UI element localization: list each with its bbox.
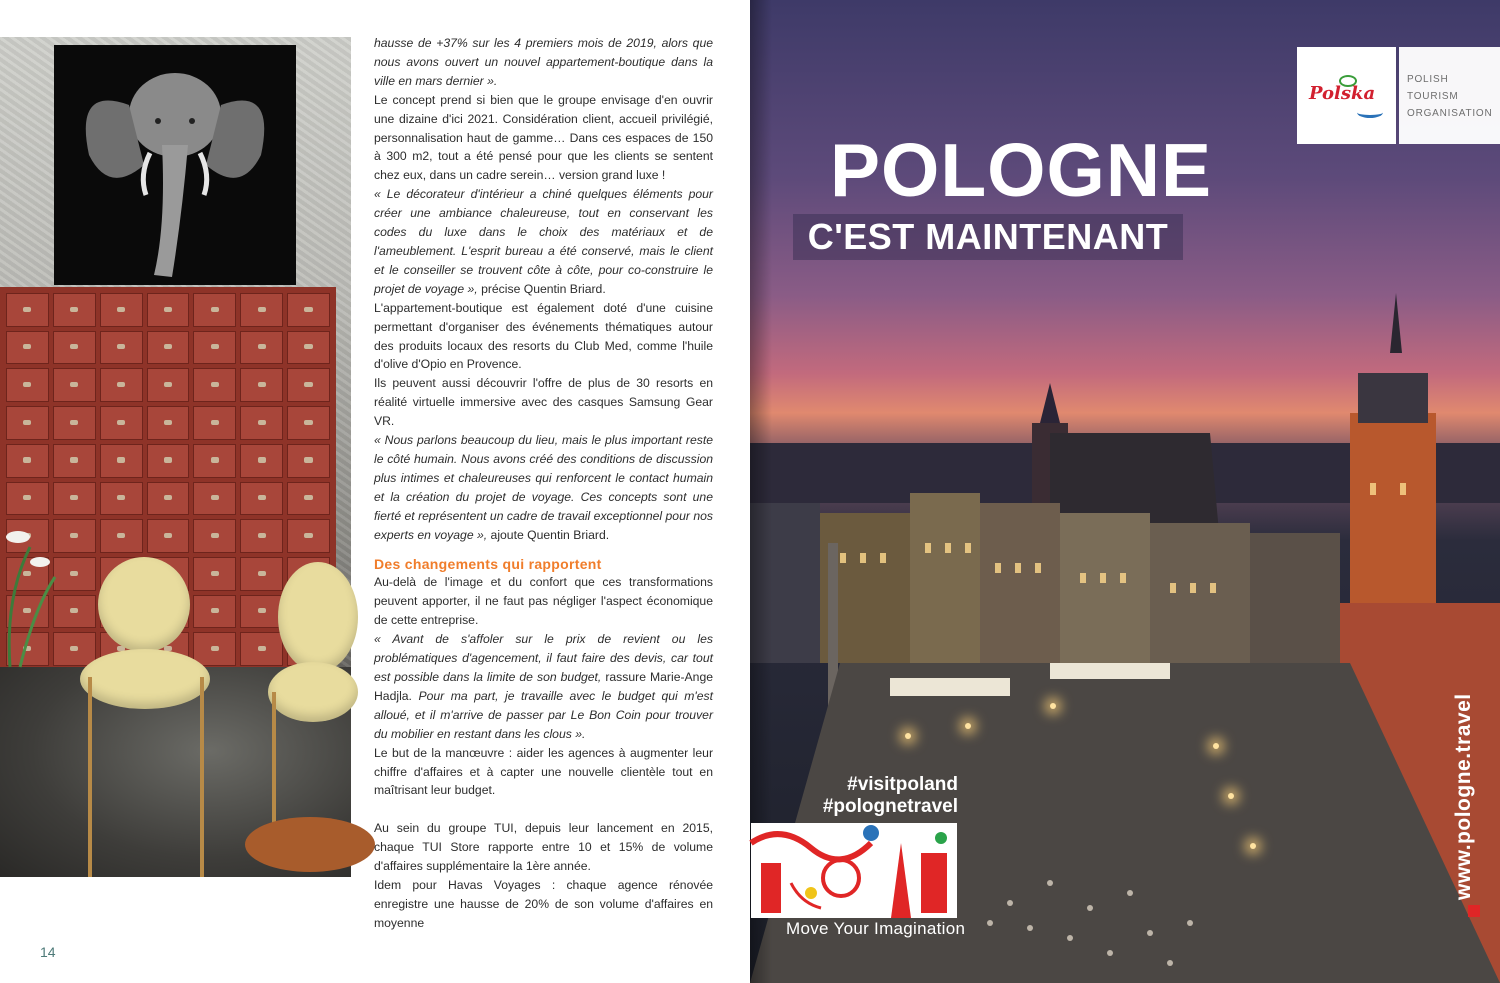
- ad-subtitle: C'EST MAINTENANT: [807, 216, 1169, 257]
- hashtag: #polognetravel: [822, 796, 958, 817]
- quote-text: « Le décorateur d'intérieur a chiné quelques éléments pour créer une ambiance chaleureuse, tout en conservant les codes du luxe dans le choix des matériaux et de l'ameublement. L'esprit bureau a été conservé, mais le client et le conseiller se trouvent côte à côte, pour co-construire le projet de voyage »,: [374, 187, 713, 296]
- quote-text: « Avant de s'affoler sur le prix de revient ou les problématiques d'agencement, il faut faire des devis, car tout est possible dans la limite de son budget,: [374, 632, 713, 684]
- paragraph: Idem pour Havas Voyages : chaque agence rénovée enregistre une hausse de 20% de son volume d'affaires en moyenne: [374, 877, 713, 930]
- elephant-icon: [54, 45, 296, 285]
- quote-attribution: précise Quentin Briard.: [481, 281, 606, 296]
- folk-art-illustration: [751, 823, 957, 918]
- paragraph: Au-delà de l'image et du confort que ces transformations peuvent apporter, il ne faut pas négliger l'aspect économique de cette entreprise.: [374, 575, 713, 628]
- plant-icon: [0, 507, 60, 667]
- paragraph: L'appartement-boutique est également doté d'une cuisine permettant d'organiser des événements thématiques autour des produits locaux des resorts du Club Med, comme l'huile d'olive d'Opio en Provence.: [374, 300, 713, 372]
- red-square-mark: [1468, 905, 1480, 917]
- quote-text: Pour ma part, je travaille avec le budget qui m'est alloué, et il m'arrive de passer par Le Bon Coin pour trouver du mobilier en restant dans les clous ».: [374, 688, 714, 741]
- chair-left: [80, 557, 220, 887]
- photo-caption: B2C Travel Events - Gardanne: [18, 883, 212, 898]
- quote-attribution: ajoute Quentin Briard.: [490, 527, 610, 542]
- paragraph: [374, 431, 713, 544]
- wave-icon: [1357, 107, 1383, 118]
- paragraph: Ils peuvent aussi découvrir l'offre de plus de 30 resorts en réalité virtuelle immersive avec des casques Samsung Gear VR.: [374, 376, 713, 429]
- interior-photo: [0, 37, 351, 898]
- subtitle-banner: [793, 214, 1183, 260]
- website-link[interactable]: www.pologne.travel: [1452, 693, 1475, 900]
- chair-right: [268, 562, 358, 842]
- paragraph: Le but de la manœuvre : aider les agences à augmenter leur chiffre d'affaires et à capter une nouvelle clientèle tout en maîtrisant leur budget.: [374, 745, 713, 798]
- polska-logo: [1297, 47, 1396, 144]
- org-line: ORGANISATION: [1407, 108, 1493, 119]
- folk-art-icon: [751, 823, 957, 918]
- page-number: 14: [40, 944, 56, 960]
- paragraph: Au sein du groupe TUI, depuis leur lancement en 2015, chaque TUI Store rapporte entre 10 et 15% de volume d'affaires supplémentaire la 1ère année.: [374, 821, 713, 874]
- elephant-artwork: [54, 45, 296, 285]
- organisation-box: [1399, 47, 1500, 144]
- paragraph: Le concept prend si bien que le groupe envisage d'en ouvrir une dizaine d'ici 2021. Considération client, accueil privilégié, personnalisation haut de gamme… Dans ces espaces de 150 à 300 m2, tout a été pensé pour que les clients se sentent chez eux, dans un cadre serein… version grand luxe !: [374, 92, 713, 183]
- quote-text: « Nous parlons beaucoup du lieu, mais le plus important reste le côté humain. Nous avons créé des conditions de discussion plus intimes et chaleureuses qui renforcent le contact humain et la création du projet de voyage. Ces concepts sont une fierté et représentent un cadre de travail exceptionnel pour nos experts en voyage »,: [374, 433, 713, 542]
- logo-text: Polska: [1309, 83, 1376, 104]
- advertisement-page: [750, 0, 1500, 983]
- side-table: [245, 817, 375, 872]
- paragraph: [374, 185, 713, 298]
- org-line: TOURISM: [1407, 91, 1459, 102]
- hashtags: [812, 774, 958, 818]
- section-heading: Des changements qui rapportent: [374, 556, 602, 573]
- article-body: [374, 34, 713, 933]
- hashtag: #visitpoland: [847, 774, 958, 795]
- paragraph: hausse de +37% sur les 4 premiers mois de 2019, alors que nous avons ouvert un nouvel appartement-boutique dans la ville en mars dernier ».: [374, 36, 713, 88]
- paragraph: [374, 630, 713, 743]
- org-line: POLISH: [1407, 74, 1449, 85]
- quote-attribution: rassure Marie-Ange Hadjla.: [374, 670, 713, 703]
- ad-title: POLOGNE: [829, 128, 1213, 212]
- tagline: Move Your Imagination: [786, 919, 966, 938]
